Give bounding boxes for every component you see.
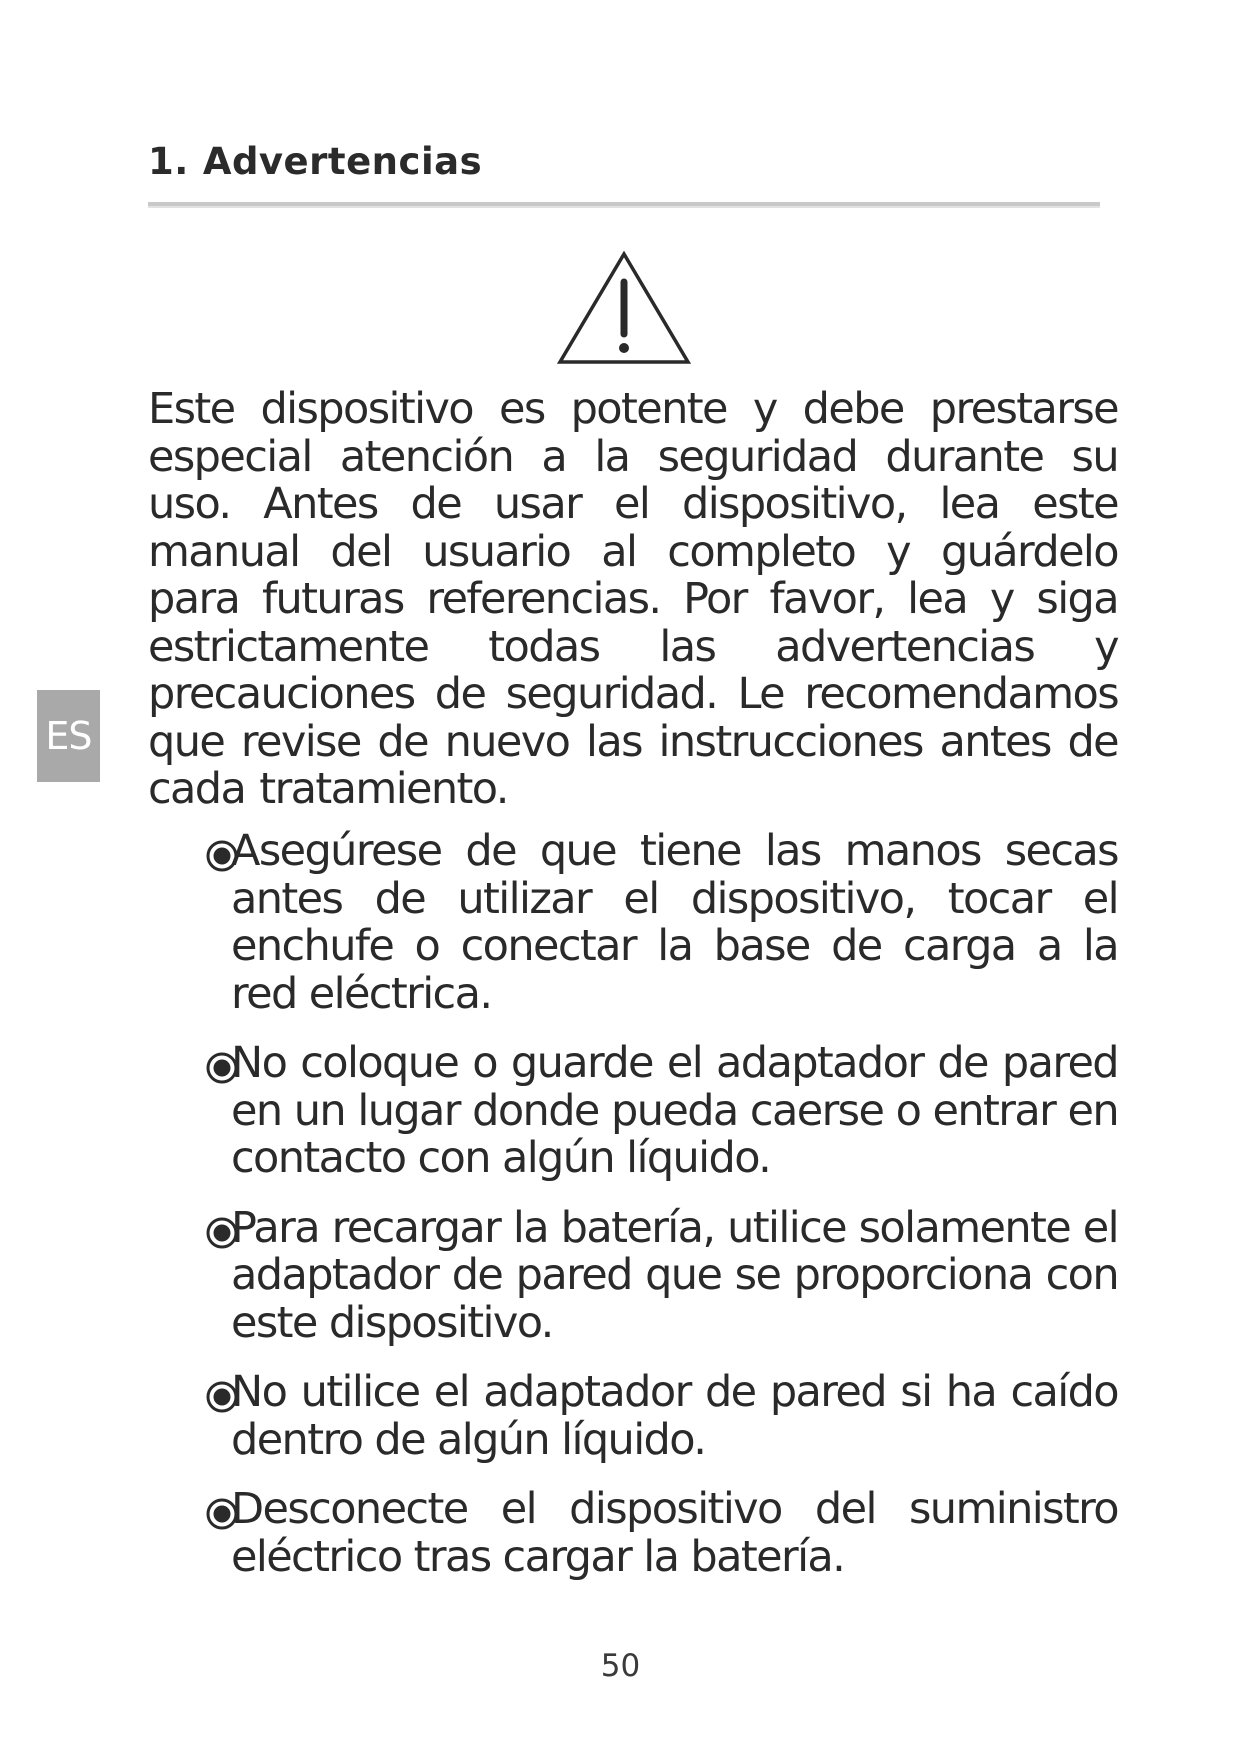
radio-bullet-icon xyxy=(205,1216,239,1250)
language-tab: ES xyxy=(37,690,100,782)
warning-list xyxy=(205,828,1118,1603)
warning-item-text: No coloque o guarde el adaptador de pared en un lugar donde pueda caerse o entrar en contacto con algún líquido. xyxy=(231,1038,1118,1183)
section-title: Advertencias xyxy=(202,140,483,183)
warning-item xyxy=(205,1369,1118,1464)
warning-item-text: Para recargar la batería, utilice solamente el adaptador de pared que se proporciona con este dispositivo. xyxy=(231,1202,1118,1348)
page-number: 50 xyxy=(600,1648,641,1684)
intro-paragraph: Este dispositivo es potente y debe prestarse especial atención a la seguridad durante su uso. Antes de usar el dispositivo, lea este manual del usuario al completo y guárdelo para futuras referencias. Por favor, lea y siga estrictamente todas las advertencias y precauciones de seguridad. Le recomendamos que revise de nuevo las instrucciones antes de cada tratamiento. xyxy=(148,384,1118,814)
warning-item-text: Desconecte el dispositivo del suministro eléctrico tras cargar la batería. xyxy=(231,1484,1118,1582)
warning-item xyxy=(205,1040,1118,1183)
radio-bullet-icon xyxy=(205,1051,239,1085)
radio-bullet-icon xyxy=(205,1380,239,1414)
section-number: 1. xyxy=(148,140,189,183)
warning-item xyxy=(205,828,1118,1018)
warning-item-text: Asegúrese de que tiene las manos secas antes de utilizar el dispositivo, tocar el enchufe o conectar la base de carga a la red eléctrica. xyxy=(231,826,1118,1019)
warning-item xyxy=(205,1486,1118,1581)
warning-triangle-icon xyxy=(556,250,692,366)
section-heading xyxy=(148,140,482,183)
warning-item-text: No utilice el adaptador de pared si ha caído dentro de algún líquido. xyxy=(231,1367,1118,1465)
heading-divider xyxy=(148,202,1100,208)
radio-bullet-icon xyxy=(205,1497,239,1531)
radio-bullet-icon xyxy=(205,839,239,873)
warning-item xyxy=(205,1202,1118,1348)
